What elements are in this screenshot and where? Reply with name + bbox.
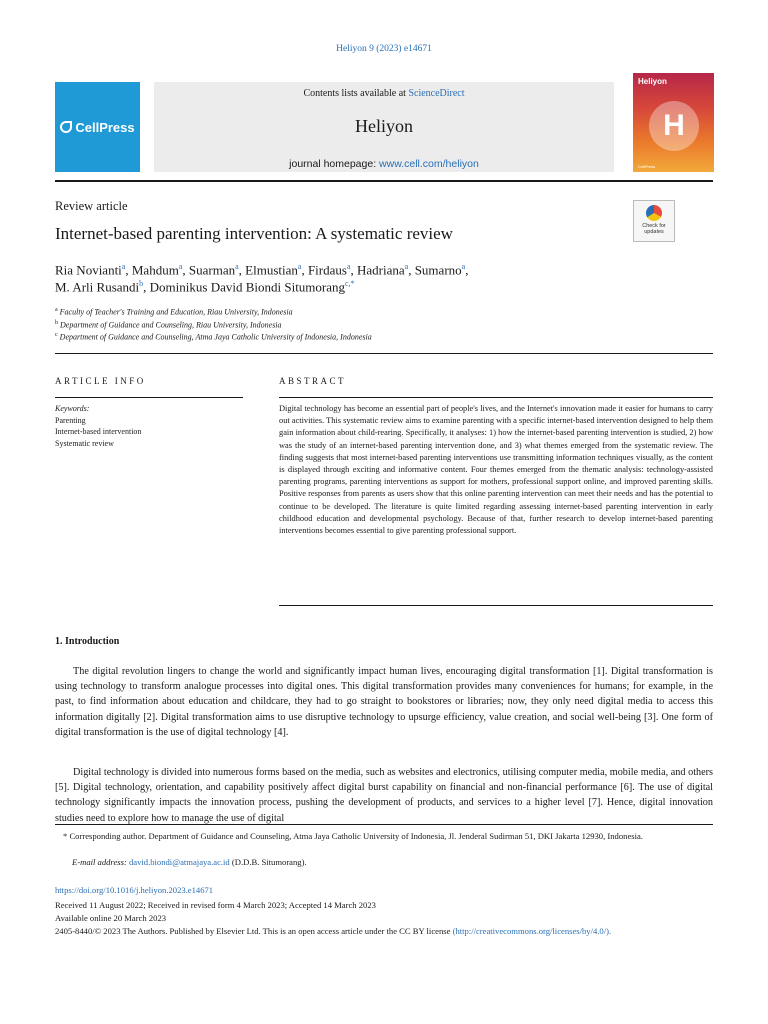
homepage-prefix: journal homepage: <box>289 158 377 170</box>
footnote-rule <box>55 824 713 825</box>
email-link[interactable]: david.biondi@atmajaya.ac.id <box>128 857 230 867</box>
author-affiliation-mark[interactable]: a <box>235 262 239 271</box>
author-affiliation-mark[interactable]: a <box>121 262 126 271</box>
contents-prefix: Contents lists available at <box>303 88 406 99</box>
author-name[interactable]: Suarman <box>188 262 236 278</box>
check-for-updates-button[interactable] <box>633 200 675 242</box>
article-title: Internet-based parenting intervention: A systematic review <box>55 224 453 243</box>
author-name[interactable]: Ria Novianti <box>55 262 122 278</box>
cellpress-logo-icon <box>60 121 72 133</box>
homepage-link[interactable]: www.cell.com/heliyon <box>379 158 479 170</box>
affiliation-text: Department of Guidance and Counseling, Atma Jaya Catholic University of Indonesia, Indonesia <box>59 332 372 342</box>
author-name[interactable]: M. Arli Rusandi <box>55 279 140 295</box>
author-affiliation-mark[interactable]: a <box>461 262 466 271</box>
article-info-heading: ARTICLE INFO <box>55 376 146 386</box>
cellpress-logo-text: CellPress <box>75 119 135 135</box>
article-type: Review article <box>55 199 128 213</box>
keyword: Internet-based intervention <box>55 427 142 436</box>
author-affiliation-mark[interactable]: a <box>346 262 351 271</box>
corresponding-author-footnote: * Corresponding author. Department of Guidance and Counseling, Atma Jaya Catholic University of Indonesia, Jl. Jenderal Sudirman 51, DKI Jakarta 12930, Indonesia. <box>63 831 643 841</box>
email-suffix: (D.D.B. Situmorang). <box>231 857 307 867</box>
keywords-block <box>55 403 141 449</box>
author-name[interactable]: Sumarno <box>414 262 462 278</box>
keyword: Parenting <box>55 415 86 425</box>
contents-line <box>154 88 614 99</box>
authors-line-1: Ria Novianti$^a$, Mahdum$^a$, Suarman$^a$, Elmustian$^a$, Firdaus$^a$, Hadriana$^a$, Sumarno$^a$, <box>55 262 469 278</box>
journal-reference[interactable]: Heliyon 9 (2023) e14671 <box>336 44 432 54</box>
keywords-label: Keywords: <box>55 404 90 413</box>
author-affiliation-mark[interactable]: a <box>404 262 409 271</box>
author-affiliation-mark[interactable]: a <box>297 262 302 271</box>
email-label: E-mail address: <box>72 857 127 867</box>
check-updates-icon <box>646 205 662 221</box>
author-affiliation-mark[interactable]: a <box>178 262 183 271</box>
license-statement <box>55 925 713 938</box>
affiliation-text: Department of Guidance and Counseling, Riau University, Indonesia <box>60 320 282 330</box>
affiliation-a <box>55 307 293 317</box>
author-name[interactable]: Hadriana <box>357 262 405 278</box>
affiliation-mark: b <box>55 320 58 326</box>
license-link[interactable]: (http://creativecommons.org/licenses/by/4.0/). <box>452 926 612 936</box>
intro-paragraph-2: Digital technology is divided into numerous forms based on the media, such as websites and electronics, utilising computer media, mobile media, and others [5]. Digital technology, orientation, and capability positively affect digital burst capability on financial and non-financial performance [6]. The use of digital technology significantly impacts the innovation process, pushing the development of products, and services to a higher level [7]. Hence, digital innovation studies need to explore how to manage the use of digital <box>55 767 713 824</box>
sciencedirect-link[interactable]: ScienceDirect <box>408 88 465 99</box>
author-name[interactable]: Mahdum <box>131 262 179 278</box>
check-updates-label: Check for updates <box>642 223 666 235</box>
received-dates: Received 11 August 2022; Received in revised form 4 March 2023; Accepted 14 March 2023 <box>55 900 376 910</box>
abstract-rule <box>279 397 713 398</box>
abstract-heading: ABSTRACT <box>279 376 347 386</box>
license-text: 2405-8440/© 2023 The Authors. Published by Elsevier Ltd. This is an open access article under the CC BY license <box>55 926 451 936</box>
journal-name: Heliyon <box>355 116 413 136</box>
article-info-rule <box>55 397 243 398</box>
section-rule <box>55 353 713 354</box>
author-name[interactable]: Firdaus <box>307 262 347 278</box>
cellpress-logo <box>55 82 140 172</box>
affiliation-mark: c <box>55 332 58 338</box>
cover-title: Heliyon <box>638 77 667 86</box>
abstract-text: Digital technology has become an essential part of people's lives, and the Internet's innovation made it easier for humans to carry out activities. This systematic review aims to examine parenting with a specific internet-based intervention designed to help them gain information about child-rearing. Specifically, it analyses: 1) how the internet-based parenting intervention is studied, 2) how was the study of an internet-based parenting intervention done, and 3) what themes emerged from the systematic review. The finding suggests that most internet-based parenting interventions use transmitting information techniques visually, as the content is displayed through exciting and informative content. Four themes emerged from the thematic analysis: technology-assisted parenting programs, parenting interventions as support for mothers, professional support online, and improved parenting skills. Positive responses from parents as users show that this online parenting intervention can meet their needs and has the potential to continue to be developed. The literature is quite limited regarding assessing internet-based parenting intervention in early childhood education and developmental psychology. Because of that, further research to develop internet-based parenting interventions becomes essential to give parenting professional support. <box>279 404 713 536</box>
affiliation-c <box>55 332 372 342</box>
intro-paragraph-1: The digital revolution lingers to change the world and significantly impact human lives, encouraging digital transformation [1]. Digital transformation is using technology to transform analogue processes into digital ones. This digital transformation provides many conveniences for humans; for example, in the past, to find information about education and childcare, they had to go straight to bookstores or libraries; now, they only need digital media to access this information digitally [2]. Digital transformation aims to use disruptive technology to upsurge efficiency, value creation, and social well-being [3]. One form of digital transformation is the use of digital technology [4]. <box>55 666 713 738</box>
journal-cover-image <box>633 73 714 172</box>
author-affiliation-mark[interactable]: b <box>139 279 144 288</box>
author-name[interactable]: Elmustian <box>245 262 298 278</box>
online-date: Available online 20 March 2023 <box>55 913 167 923</box>
keyword: Systematic review <box>55 438 114 448</box>
author-affiliation-mark[interactable]: c,* <box>345 279 355 288</box>
affiliation-mark: a <box>55 307 58 313</box>
homepage-line <box>154 158 614 170</box>
affiliation-b <box>55 320 282 330</box>
header-rule <box>55 180 713 182</box>
email-line <box>72 857 307 867</box>
cover-footer: CellPress <box>638 164 656 169</box>
author-name[interactable]: Dominikus David Biondi Situmorang <box>149 279 346 295</box>
abstract-bottom-rule <box>279 605 713 606</box>
journal-header-box <box>154 82 614 172</box>
introduction-heading: 1. Introduction <box>55 636 120 647</box>
cover-h-icon: H <box>649 101 699 151</box>
affiliation-text: Faculty of Teacher's Training and Education, Riau University, Indonesia <box>59 307 293 317</box>
authors-line-2: M. Arli Rusandi$^b$, Dominikus David Biondi Situmorang$^{c,*}$ <box>55 279 355 295</box>
doi-link[interactable] <box>55 885 213 895</box>
doi-link-text[interactable]: https://doi.org/10.1016/j.heliyon.2023.e14671 <box>55 885 214 895</box>
